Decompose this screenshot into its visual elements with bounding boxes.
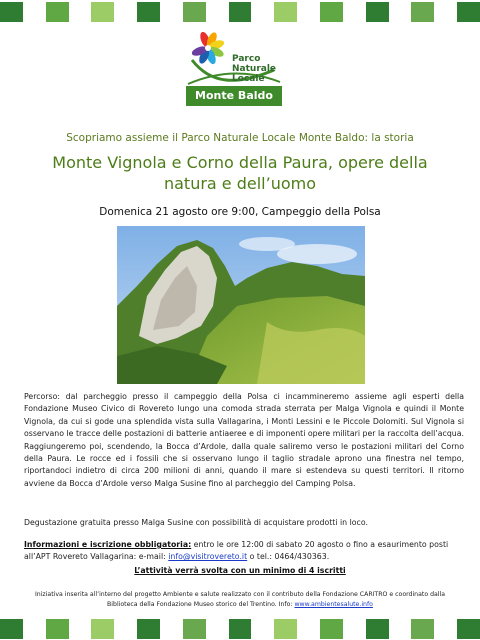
footer-text: Iniziativa inserita all’interno del progetto Ambiente e salute realizzato con il contributo della Fondazione CARITRO e coordinato dalla Biblioteca della Fondazione Museo storico del Trentino. Info: [34,591,446,608]
logo-line: Naturale [232,64,277,74]
stripe-segment [297,2,320,22]
footer-note [30,590,450,610]
info-paragraph [24,539,464,564]
stripe-segment [389,619,412,639]
stripe-segment [457,2,480,22]
subtitle: Scopriamo assieme il Parco Naturale Locale Monte Baldo: la storia [66,132,414,144]
logo-text [232,54,276,84]
stripe-segment [160,2,183,22]
stripe-segment [366,2,389,22]
stripe-segment [23,619,46,639]
stripe-segment [0,2,23,22]
stripe-segment [320,2,343,22]
top-decorative-stripe [0,2,480,22]
stripe-segment [297,619,320,639]
stripe-segment [389,2,412,22]
stripe-segment [69,619,92,639]
stripe-segment [411,619,434,639]
stripe-segment [183,2,206,22]
stripe-segment [411,2,434,22]
stripe-segment [46,2,69,22]
event-date: Domenica 21 agosto ore 9:00, Campeggio della Polsa [99,206,381,218]
stripe-segment [137,619,160,639]
stripe-segment [137,2,160,22]
logo-line: Parco [232,54,261,64]
minimum-participants-note: L’attività verrà svolta con un minimo di 4 iscritti [134,566,346,575]
page-title: Monte Vignola e Corno della Paura, opere della natura e dell’uomo [52,153,428,193]
route-description: Percorso: dal parcheggio presso il campeggio della Polsa ci incammineremo assieme agli esperti della Fondazione Museo Civico di Rovereto lungo una comoda strada sterrata per Malga Vignola e quindi il Monte Vignola, da cui si gode una splendida vista sulla Vallagarina, i Monti Lessini e le Piccole Dolomiti. Sul Vignola si osservano le tracce delle postazioni di batterie antiaeree e di imponenti opere militari per la raccolta dell’acqua. Raggiungeremo poi, scendendo, la Bocca d’Ardole, dalla quale saliremo verso le postazioni militari del Corno della Paura. Le rocce ed i fossili che si osservano lungo il taglio stradale aprono una finestra nel tempo, riportandoci indietro di circa 200 milioni di anni, quando il mare si estendeva su questi territori. Il ritorno avviene da Bocca d’Ardole verso Malga Susine fino al parcheggio del Camping Polsa. [24,392,464,488]
stripe-segment [46,619,69,639]
stripe-segment [251,2,274,22]
stripe-segment [206,2,229,22]
stripe-segment [183,619,206,639]
stripe-segment [114,2,137,22]
stripe-segment [434,2,457,22]
stripe-segment [114,619,137,639]
tasting-note: Degustazione gratuita presso Malga Susine con possibilità di acquistare prodotti in loco. [24,518,368,527]
stripe-segment [343,619,366,639]
stripe-segment [274,2,297,22]
logo-badge: Monte Baldo [186,86,282,106]
info-text-phone: o tel.: 0464/430363. [247,552,330,562]
stripe-segment [457,619,480,639]
email-link[interactable]: info@visitrovereto.it [168,552,248,562]
mountain-photo [117,226,365,384]
stripe-segment [343,2,366,22]
stripe-segment [320,619,343,639]
info-heading: Informazioni e iscrizione obbligatoria: [24,540,192,549]
stripe-segment [229,2,252,22]
stripe-segment [229,619,252,639]
stripe-segment [0,619,23,639]
stripe-segment [434,619,457,639]
stripe-segment [206,619,229,639]
stripe-segment [23,2,46,22]
bottom-decorative-stripe [0,619,480,639]
stripe-segment [160,619,183,639]
logo-line: Locale [232,74,265,84]
footer-website-link[interactable]: www.ambientesalute.info [294,601,373,608]
stripe-segment [91,2,114,22]
stripe-segment [274,619,297,639]
stripe-segment [91,619,114,639]
info-text: entro le ore 12:00 di sabato 20 agosto o fino a esaurimento posti all’APT Rovereto Vallagarina: e-mail: [24,540,449,562]
stripe-segment [251,619,274,639]
stripe-segment [69,2,92,22]
stripe-segment [366,619,389,639]
